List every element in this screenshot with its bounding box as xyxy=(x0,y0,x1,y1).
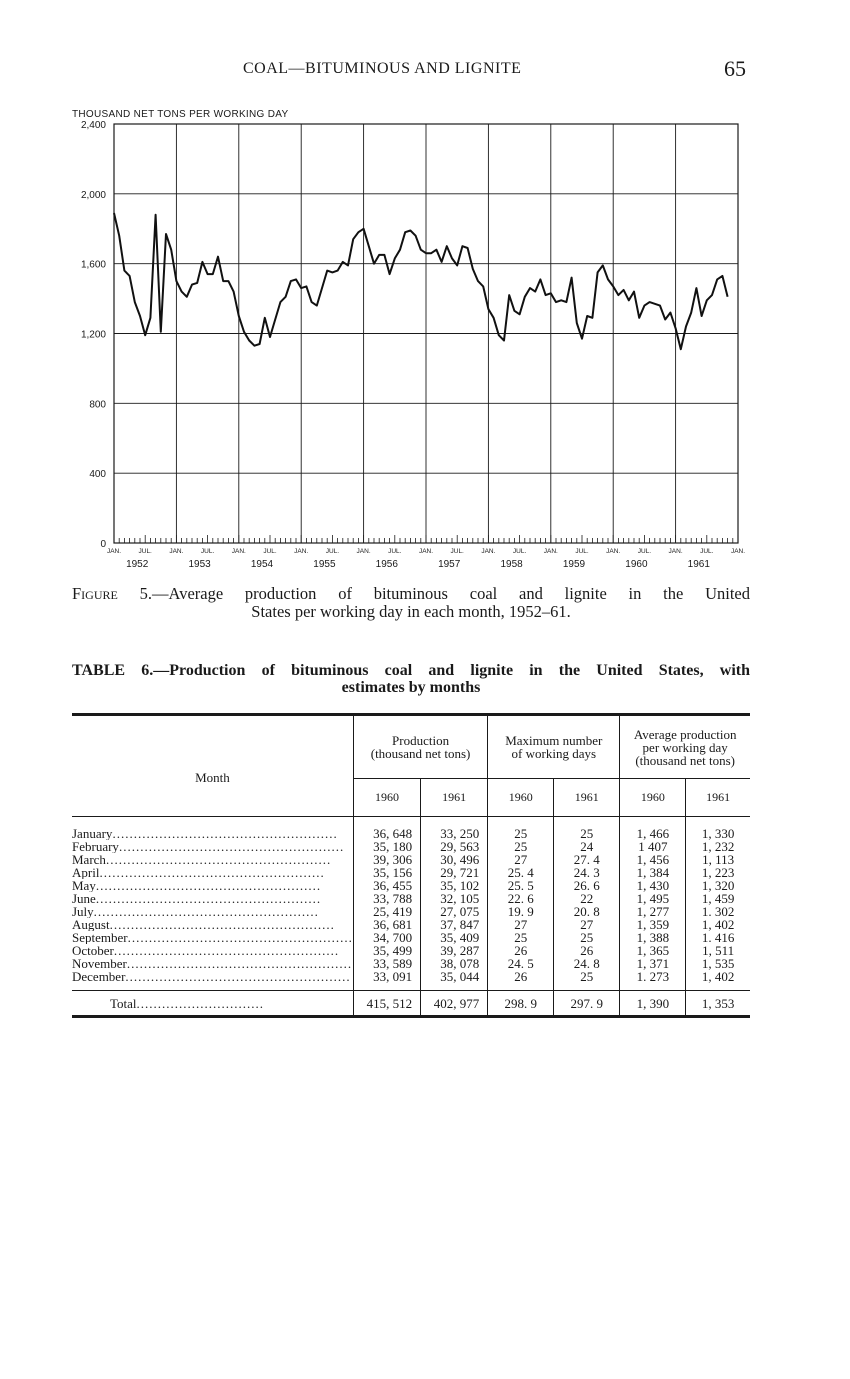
y-tick-label: 400 xyxy=(89,469,106,481)
year-header: 1961 xyxy=(554,779,620,817)
cell-d60: 22. 6 xyxy=(488,892,554,905)
production-table xyxy=(72,713,750,1018)
x-tick-label: JAN. xyxy=(294,548,309,555)
table-row xyxy=(72,944,750,957)
production-line-chart xyxy=(0,100,850,580)
cell-d61: 24. 8 xyxy=(554,957,620,970)
cell-a61: 1, 511 xyxy=(686,944,750,957)
x-tick-label: JAN. xyxy=(730,548,746,555)
cell-p61: 35, 102 xyxy=(421,879,488,892)
x-tick-label: JAN. xyxy=(106,548,122,555)
table-title xyxy=(72,662,750,696)
cell-a61: 1, 402 xyxy=(686,970,750,983)
x-tick-label: JUL. xyxy=(700,548,714,555)
cell-p61: 37, 847 xyxy=(421,918,488,931)
x-tick-label: JAN. xyxy=(668,548,683,555)
year-label: 1958 xyxy=(500,559,523,570)
total-p60: 415, 512 xyxy=(353,991,420,1017)
year-label: 1960 xyxy=(625,559,648,570)
x-tick-label: JAN. xyxy=(231,548,246,555)
table-row xyxy=(72,970,750,983)
cell-d61: 27. 4 xyxy=(554,853,620,866)
year-header: 1960 xyxy=(488,779,554,817)
cell-d60: 24. 5 xyxy=(488,957,554,970)
month-cell: June..................................................... xyxy=(72,891,322,905)
table-row xyxy=(72,918,750,931)
x-tick-label: JUL. xyxy=(325,548,340,555)
y-axis-ticks xyxy=(81,120,106,550)
cell-d60: 26 xyxy=(488,970,554,983)
table-title-line1: TABLE 6.—Production of bituminous coal and lignite in the United States, with xyxy=(72,662,750,679)
chart-grid xyxy=(114,124,738,543)
running-head-title: COAL—BITUMINOUS AND LIGNITE xyxy=(243,60,522,77)
x-tick-label: JAN. xyxy=(606,548,621,555)
month-cell: August..................................................... xyxy=(72,917,335,931)
table-row xyxy=(72,840,750,853)
table-row xyxy=(72,866,750,879)
figure-label: Figure 5. xyxy=(72,584,152,603)
cell-p61: 33, 250 xyxy=(421,817,488,840)
y-tick-label: 1,600 xyxy=(80,259,106,271)
cell-a61: 1, 402 xyxy=(686,918,750,931)
cell-a60: 1, 277 xyxy=(620,905,686,918)
year-labels xyxy=(126,559,710,570)
year-label: 1956 xyxy=(375,559,398,570)
cell-d60: 25. 4 xyxy=(488,866,554,879)
cell-p60: 35, 156 xyxy=(353,866,420,879)
year-label: 1954 xyxy=(250,559,274,570)
cell-d61: 24. 3 xyxy=(554,866,620,879)
month-cell: October..................................................... xyxy=(72,943,340,957)
cell-p61: 35, 044 xyxy=(421,970,488,983)
cell-d60: 25 xyxy=(488,931,554,944)
table-body xyxy=(72,817,750,991)
series-line xyxy=(114,213,728,349)
x-tick-label: JUL. xyxy=(512,548,527,555)
figure-caption-line1: —Average production of bituminous coal and lignite in the United xyxy=(152,584,750,603)
year-header: 1961 xyxy=(421,779,488,817)
cell-a61: 1, 459 xyxy=(686,892,750,905)
month-cell: April..................................................... xyxy=(72,865,325,879)
total-a61: 1, 353 xyxy=(686,991,750,1017)
cell-p60: 35, 499 xyxy=(353,944,420,957)
cell-d61: 24 xyxy=(554,840,620,853)
cell-a60: 1, 388 xyxy=(620,931,686,944)
year-label: 1957 xyxy=(438,559,461,570)
table-title-line2: estimates by months xyxy=(341,679,481,696)
y-tick-label: 2,400 xyxy=(80,120,106,131)
x-tick-label: JUL. xyxy=(263,548,277,555)
cell-p61: 27, 075 xyxy=(421,905,488,918)
x-tick-label: JAN. xyxy=(481,548,496,555)
cell-a60: 1, 365 xyxy=(620,944,686,957)
col-header-working-days: Maximum number of working days xyxy=(488,715,620,779)
month-cell: May..................................................... xyxy=(72,878,322,892)
cell-a61: 1. 302 xyxy=(686,905,750,918)
cell-a61: 1. 416 xyxy=(686,931,750,944)
cell-d60: 25 xyxy=(488,817,554,840)
year-label: 1959 xyxy=(562,559,586,570)
x-tick-label: JUL. xyxy=(575,548,589,555)
cell-p60: 25, 419 xyxy=(353,905,420,918)
x-tick-label: JUL. xyxy=(200,548,215,555)
cell-p61: 30, 496 xyxy=(421,853,488,866)
cell-a61: 1, 330 xyxy=(686,817,750,840)
month-cell: December..................................................... xyxy=(72,969,351,983)
table-row xyxy=(72,892,750,905)
cell-p60: 36, 681 xyxy=(353,918,420,931)
year-header: 1960 xyxy=(620,779,686,817)
cell-p61: 39, 287 xyxy=(421,944,488,957)
cell-a61: 1, 113 xyxy=(686,853,750,866)
x-tick-label: JUL. xyxy=(450,548,464,555)
cell-a61: 1, 535 xyxy=(686,957,750,970)
cell-a60: 1, 430 xyxy=(620,879,686,892)
cell-p60: 34, 700 xyxy=(353,931,420,944)
year-label: 1952 xyxy=(126,559,149,570)
cell-p60: 33, 589 xyxy=(353,957,420,970)
y-tick-label: 1,200 xyxy=(80,329,106,341)
table-row xyxy=(72,853,750,866)
cell-d61: 25 xyxy=(554,970,620,983)
cell-a60: 1, 466 xyxy=(620,817,686,840)
total-label: Total.............................. xyxy=(72,991,353,1017)
figure-caption xyxy=(72,585,750,621)
table-row xyxy=(72,817,750,840)
cell-p60: 39, 306 xyxy=(353,853,420,866)
x-tick-label: JAN. xyxy=(169,548,184,555)
total-d60: 298. 9 xyxy=(488,991,554,1017)
cell-p61: 32, 105 xyxy=(421,892,488,905)
cell-d61: 22 xyxy=(554,892,620,905)
x-tick-label: JUL. xyxy=(388,548,402,555)
month-cell: February..................................................... xyxy=(72,839,345,853)
year-label: 1955 xyxy=(313,559,336,570)
table-row xyxy=(72,931,750,944)
cell-a61: 1, 223 xyxy=(686,866,750,879)
month-cell: November..................................................... xyxy=(72,956,353,970)
cell-a60: 1. 273 xyxy=(620,970,686,983)
x-tick-label: JAN. xyxy=(418,548,434,555)
cell-p60: 33, 091 xyxy=(353,970,420,983)
month-cell: July..................................................... xyxy=(72,904,319,918)
table-row xyxy=(72,879,750,892)
cell-a60: 1, 371 xyxy=(620,957,686,970)
col-header-production: Production (thousand net tons) xyxy=(353,715,487,779)
cell-p60: 33, 788 xyxy=(353,892,420,905)
table-spacer xyxy=(72,983,750,991)
cell-p61: 38, 078 xyxy=(421,957,488,970)
year-header: 1961 xyxy=(686,779,750,817)
series-layer xyxy=(114,213,728,349)
cell-d60: 19. 9 xyxy=(488,905,554,918)
x-axis-ticks xyxy=(107,548,745,555)
cell-d60: 25. 5 xyxy=(488,879,554,892)
cell-a61: 1, 232 xyxy=(686,840,750,853)
x-tick-label: JUL. xyxy=(637,548,652,555)
year-header: 1960 xyxy=(353,779,420,817)
cell-p61: 35, 409 xyxy=(421,931,488,944)
cell-d61: 20. 8 xyxy=(554,905,620,918)
month-cell: March..................................................... xyxy=(72,852,332,866)
cell-a61: 1, 320 xyxy=(686,879,750,892)
figure-caption-line2: States per working day in each month, 1952–61. xyxy=(251,602,571,621)
cell-d61: 25 xyxy=(554,817,620,840)
cell-a60: 1 407 xyxy=(620,840,686,853)
total-a60: 1, 390 xyxy=(620,991,686,1017)
cell-a60: 1, 384 xyxy=(620,866,686,879)
col-header-month: Month xyxy=(72,715,353,817)
cell-d61: 26 xyxy=(554,944,620,957)
running-head xyxy=(0,58,850,82)
year-label: 1961 xyxy=(687,559,710,570)
total-d61: 297. 9 xyxy=(554,991,620,1017)
x-tick-label: JUL. xyxy=(138,548,152,555)
cell-p60: 36, 648 xyxy=(353,817,420,840)
cell-p60: 36, 455 xyxy=(353,879,420,892)
table-row xyxy=(72,905,750,918)
cell-p61: 29, 563 xyxy=(421,840,488,853)
cell-d61: 26. 6 xyxy=(554,879,620,892)
cell-a60: 1, 359 xyxy=(620,918,686,931)
year-label: 1953 xyxy=(188,559,211,570)
total-p61: 402, 977 xyxy=(421,991,488,1017)
y-tick-label: 800 xyxy=(89,399,106,411)
y-tick-label: 2,000 xyxy=(80,189,106,201)
page-number: 65 xyxy=(724,56,746,81)
y-tick-label: 0 xyxy=(100,539,106,550)
cell-p61: 29, 721 xyxy=(421,866,488,879)
month-cell: January..................................................... xyxy=(72,825,338,840)
cell-p60: 35, 180 xyxy=(353,840,420,853)
cell-d60: 25 xyxy=(488,840,554,853)
col-header-average: Average production per working day (thousand net tons) xyxy=(620,715,750,779)
cell-d60: 27 xyxy=(488,918,554,931)
y-axis-label: THOUSAND NET TONS PER WORKING DAY xyxy=(72,109,289,120)
month-cell: September..................................................... xyxy=(72,930,353,944)
cell-a60: 1, 495 xyxy=(620,892,686,905)
cell-d60: 26 xyxy=(488,944,554,957)
table-row xyxy=(72,957,750,970)
cell-d60: 27 xyxy=(488,853,554,866)
cell-d61: 27 xyxy=(554,918,620,931)
cell-a60: 1, 456 xyxy=(620,853,686,866)
x-tick-label: JAN. xyxy=(356,548,371,555)
x-tick-label: JAN. xyxy=(543,548,558,555)
cell-d61: 25 xyxy=(554,931,620,944)
